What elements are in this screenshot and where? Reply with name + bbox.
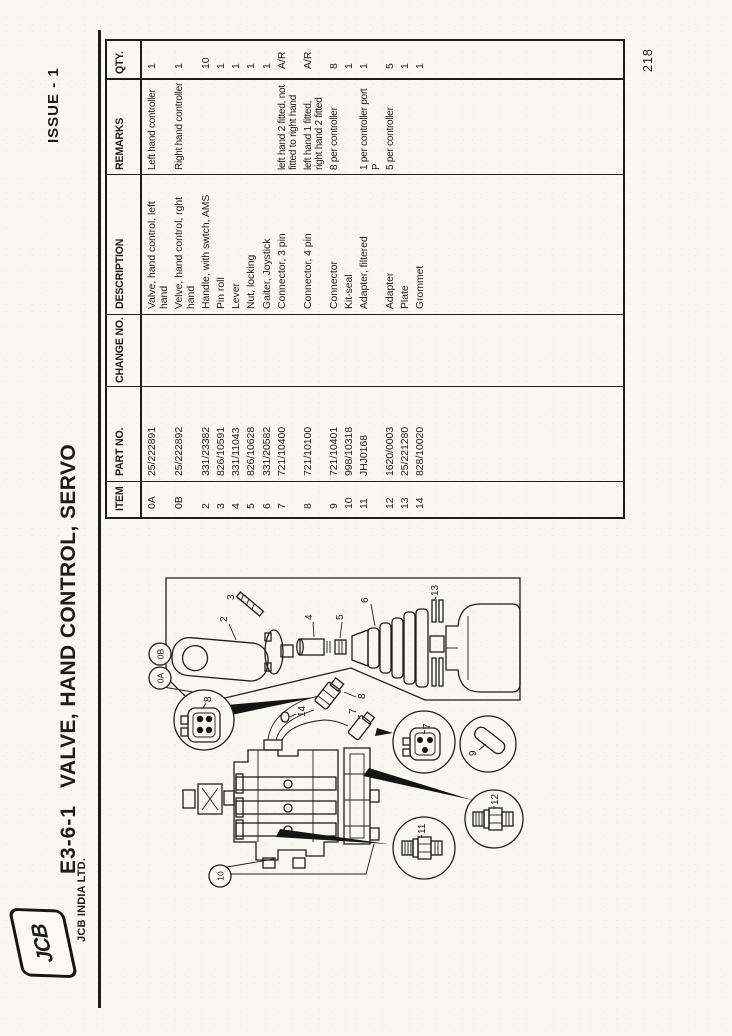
label-6: 6 bbox=[360, 597, 371, 603]
header-change-no: CHANGE NO. bbox=[114, 317, 126, 383]
cell-part-no: 826/10591 bbox=[216, 426, 228, 476]
cell-change-no bbox=[344, 315, 356, 387]
table-row bbox=[146, 41, 173, 517]
callout-0A-label: 0A bbox=[155, 672, 166, 684]
leader-13 bbox=[435, 597, 436, 599]
label-7-loom: 7 bbox=[348, 708, 359, 714]
cell-part-no: 25/222891 bbox=[147, 426, 158, 476]
cell-remarks: left hand 1 fitted, right hand 2 fitted bbox=[302, 97, 326, 170]
cell-remarks: Right hand controller bbox=[174, 82, 186, 170]
cell-qty: 1 bbox=[216, 63, 228, 69]
cell-remarks bbox=[231, 80, 243, 175]
cell-qty: 1 bbox=[147, 63, 158, 69]
label-8-circle: 8 bbox=[203, 696, 214, 702]
cell-change-no bbox=[329, 315, 341, 387]
loom-connector-4pin bbox=[314, 676, 345, 710]
cell-description: Kit-seal bbox=[344, 274, 355, 309]
leader-10a bbox=[231, 844, 374, 874]
cell-item: 0B bbox=[174, 496, 186, 509]
cell-remarks bbox=[344, 80, 356, 175]
cell-description: Velve, hand control, rght hand bbox=[174, 196, 198, 309]
valve-top-housing bbox=[446, 604, 520, 692]
cell-part-no: 25/222892 bbox=[174, 426, 186, 476]
table-row bbox=[399, 41, 414, 517]
cell-item: 7 bbox=[276, 503, 288, 509]
callout-circle-7 bbox=[393, 711, 455, 773]
label-2: 2 bbox=[219, 616, 230, 622]
callout-circle-12 bbox=[465, 790, 523, 848]
label-13: 13 bbox=[430, 584, 441, 596]
cell-change-no bbox=[415, 315, 427, 387]
header-rule bbox=[98, 30, 101, 1008]
cell-qty: 1 bbox=[261, 63, 273, 69]
cell-item: 10 bbox=[344, 497, 355, 509]
cell-part-no: 998/10318 bbox=[344, 426, 355, 476]
label-7-circle: 7 bbox=[422, 723, 433, 729]
cell-description: Adapter bbox=[385, 272, 397, 309]
cell-qty: 1 bbox=[231, 63, 243, 69]
label-14: 14 bbox=[297, 705, 308, 717]
cell-change-no bbox=[385, 315, 397, 387]
exploded-parts-diagram bbox=[128, 556, 694, 948]
lever bbox=[297, 639, 330, 655]
leader-8-loom bbox=[344, 692, 356, 697]
cell-change-no bbox=[216, 315, 228, 387]
cell-part-no: 721/10401 bbox=[328, 426, 340, 476]
leader-3 bbox=[237, 598, 244, 602]
leader-14 bbox=[290, 714, 296, 717]
valve-body bbox=[183, 740, 379, 868]
cell-qty: 1 bbox=[174, 63, 186, 69]
callout-0A bbox=[149, 667, 171, 689]
leader-10b bbox=[227, 859, 274, 867]
cell-item: 13 bbox=[400, 497, 412, 509]
cell-part-no: 331/20582 bbox=[261, 426, 273, 476]
label-5: 5 bbox=[335, 614, 346, 620]
cell-description: Pin roll bbox=[216, 277, 228, 309]
cell-remarks: 1 per controller port P bbox=[359, 88, 382, 170]
wedge-to-callout-7 bbox=[375, 728, 393, 736]
cell-remarks bbox=[201, 80, 213, 175]
label-3: 3 bbox=[226, 594, 237, 600]
cell-part-no: 721/10100 bbox=[302, 426, 314, 476]
cell-remarks: Left hand controller bbox=[147, 89, 158, 170]
cell-item: 11 bbox=[359, 498, 371, 509]
cell-item: 14 bbox=[415, 497, 427, 509]
table-row bbox=[261, 41, 276, 517]
callout-circle-8 bbox=[174, 690, 234, 750]
cell-remarks bbox=[415, 80, 427, 175]
cell-part-no: 331/11043 bbox=[231, 427, 243, 476]
header-part-no: PART NO. bbox=[114, 427, 126, 476]
cell-remarks: 5 per controller bbox=[385, 107, 397, 170]
cell-description: Gaiter, Joystick bbox=[261, 238, 273, 309]
cell-part-no: 25/221280 bbox=[400, 426, 412, 476]
cell-change-no bbox=[400, 315, 412, 387]
cell-change-no bbox=[231, 315, 243, 387]
cell-part-no: JHJ0168 bbox=[359, 434, 371, 476]
table-row bbox=[173, 41, 200, 517]
grommet bbox=[281, 712, 289, 722]
cell-remarks bbox=[400, 80, 412, 175]
cell-description: Handle, with swtch, AMS bbox=[201, 194, 213, 309]
jcb-logo-text: JCB bbox=[26, 923, 59, 963]
header-description: DESCRIPTION bbox=[114, 238, 126, 309]
label-9: 9 bbox=[468, 750, 479, 756]
label-12: 12 bbox=[490, 793, 501, 805]
cell-description: Lever bbox=[231, 283, 243, 309]
cell-description: Connector bbox=[328, 261, 340, 309]
cell-qty: A/R bbox=[302, 51, 314, 69]
cell-qty: 1 bbox=[415, 63, 427, 69]
handle-grip bbox=[171, 630, 293, 682]
jcb-logo bbox=[8, 908, 78, 978]
cell-description: Grommet bbox=[415, 265, 427, 309]
issue-label: ISSUE - 1 bbox=[45, 67, 62, 143]
cell-change-no bbox=[201, 315, 213, 387]
table-row bbox=[358, 41, 384, 517]
cell-part-no: 1620/0003 bbox=[385, 426, 397, 476]
table-row bbox=[343, 41, 358, 517]
table-row bbox=[328, 41, 343, 517]
plate bbox=[430, 600, 444, 686]
cell-qty: 1 bbox=[400, 63, 412, 69]
section-code: E3-6-1 bbox=[57, 804, 80, 874]
cell-change-no bbox=[262, 315, 274, 387]
callout-10-label: 10 bbox=[215, 871, 226, 881]
cell-change-no bbox=[359, 315, 382, 387]
cell-qty: 1 bbox=[359, 63, 371, 69]
cell-change-no bbox=[174, 315, 198, 387]
cell-item: 12 bbox=[385, 497, 397, 509]
cell-item: 0A bbox=[147, 496, 158, 509]
callout-10 bbox=[209, 865, 231, 887]
cell-item: 5 bbox=[246, 503, 258, 509]
leader-2 bbox=[229, 624, 236, 640]
company-name: JCB INDIA LTD. bbox=[76, 857, 88, 942]
cell-item: 8 bbox=[302, 503, 314, 509]
table-header-row bbox=[107, 41, 142, 517]
header-remarks: REMARKS bbox=[114, 117, 126, 170]
parts-table bbox=[105, 39, 625, 519]
cell-description: Nut, locking bbox=[246, 254, 258, 309]
cell-item: 2 bbox=[201, 503, 213, 509]
label-11: 11 bbox=[417, 823, 428, 834]
callout-0B-label: 0B bbox=[155, 648, 166, 660]
table-body bbox=[143, 41, 429, 517]
cell-remarks bbox=[262, 80, 274, 175]
cell-description: Plate bbox=[400, 285, 412, 309]
cell-remarks bbox=[216, 80, 228, 175]
locking-nut bbox=[335, 640, 346, 654]
gaiter bbox=[352, 609, 428, 687]
leader-6 bbox=[371, 604, 375, 626]
cell-qty: A/R bbox=[276, 51, 288, 69]
leader-5 bbox=[340, 622, 342, 638]
page-title: VALVE, HAND CONTROL, SERVO bbox=[57, 443, 80, 788]
cell-change-no bbox=[147, 315, 171, 387]
label-4: 4 bbox=[304, 614, 315, 620]
loom-connector-3pin bbox=[348, 710, 375, 740]
cell-item: 6 bbox=[261, 503, 273, 509]
table-row bbox=[302, 41, 328, 517]
table-row bbox=[230, 41, 245, 517]
cell-qty: 10 bbox=[201, 57, 213, 69]
table-row bbox=[200, 41, 215, 517]
leader-4 bbox=[313, 622, 314, 637]
cell-remarks: 8 per controller bbox=[328, 107, 340, 170]
cell-description: Adapter, filtered bbox=[359, 236, 371, 309]
diagram-frame bbox=[166, 578, 520, 700]
header-qty: QTY. bbox=[114, 51, 126, 74]
cell-description: Valve, hand control, left hand bbox=[147, 201, 171, 309]
cell-part-no: 721/10400 bbox=[276, 426, 288, 476]
cell-qty: 1 bbox=[344, 63, 355, 69]
page-number: 218 bbox=[641, 48, 655, 72]
cell-qty: 5 bbox=[385, 63, 397, 69]
cell-part-no: 828/10020 bbox=[415, 426, 427, 476]
table-row bbox=[384, 41, 399, 517]
cell-item: 4 bbox=[231, 503, 243, 509]
pin-roll bbox=[237, 592, 264, 616]
cell-change-no bbox=[246, 315, 258, 387]
cell-description: Connector, 4 pin bbox=[302, 233, 314, 309]
cell-item: 9 bbox=[328, 503, 340, 509]
callout-0B bbox=[149, 643, 171, 665]
label-8-loom: 8 bbox=[357, 693, 368, 699]
cell-remarks bbox=[246, 80, 258, 175]
cell-item: 3 bbox=[216, 503, 228, 509]
cell-part-no: 331/23382 bbox=[201, 426, 213, 476]
cell-remarks: left hand 2 fitted, not fitted to right hand bbox=[276, 85, 300, 170]
cell-part-no: 826/10628 bbox=[246, 426, 258, 476]
header-item: ITEM bbox=[114, 486, 126, 511]
callout-circle-9 bbox=[460, 716, 516, 772]
cell-change-no bbox=[277, 315, 300, 387]
cell-change-no bbox=[303, 315, 326, 387]
table-row bbox=[414, 41, 429, 517]
cell-qty: 1 bbox=[246, 63, 258, 69]
table-row bbox=[276, 41, 302, 517]
cell-description: Connector, 3 pin bbox=[276, 233, 288, 309]
cell-qty: 8 bbox=[328, 63, 340, 69]
table-row bbox=[245, 41, 260, 517]
callout-circle-11 bbox=[393, 817, 455, 879]
table-row bbox=[215, 41, 230, 517]
